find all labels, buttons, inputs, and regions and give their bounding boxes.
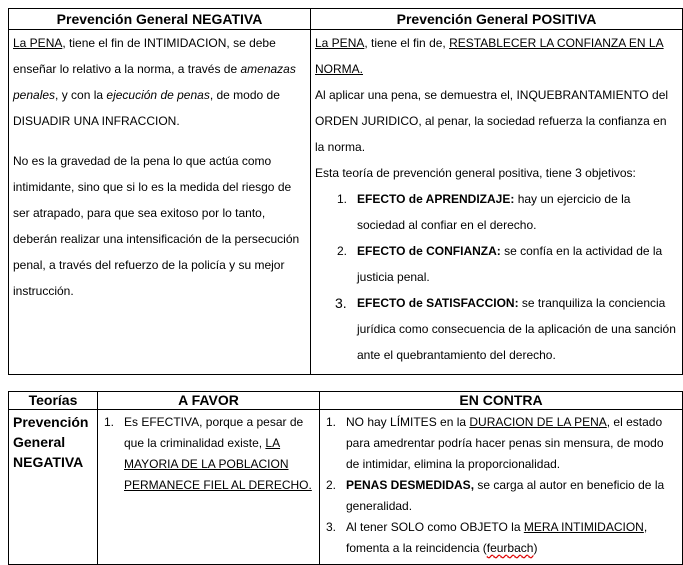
positive-cell (311, 30, 683, 375)
favor-cell (98, 410, 320, 565)
positive-paragraph-3: Esta teoría de prevención general positiva, tiene 3 objetivos: (315, 166, 636, 180)
negative-cell (9, 30, 311, 375)
negative-paragraph-2: No es la gravedad de la pena lo que actúa como intimidante, sino que si lo es la medida del riesgo de ser atrapado, para que sea exitoso por lo tanto, deberán realizar una intensificación de la persecución penal, a través del refuerzo de la policía y su mejor instrucción. (13, 154, 300, 298)
negative-header: Prevención General NEGATIVA (9, 9, 311, 30)
favor-item: 1. Es EFECTIVA, porque a pesar de que la criminalidad existe, LA MAYORIA DE LA POBLACION PERMANECE FIEL AL DERECHO. (104, 415, 312, 492)
contra-header: EN CONTRA (320, 392, 683, 410)
positive-header: Prevención General POSITIVA (311, 9, 683, 30)
negative-paragraph-1: La PENA, tiene el fin de INTIMIDACION, se debe enseñar lo relativo a la norma, a través de amenazas penales, y con la ejecución de penas, de modo de DISUADIR UNA INFRACCION. (13, 36, 296, 128)
contra-item: 1. NO hay LÍMITES en la DURACION DE LA PENA, el estado para amedrentar podría hacer penas sin mensura, de modo de intimidar, elimina la proporcionalidad. (326, 415, 664, 471)
contra-item: 2. PENAS DESMEDIDAS, se carga al autor en beneficio de la generalidad. (326, 478, 665, 513)
objective-item: 2. EFECTO de CONFIANZA: se confía en la actividad de la justicia penal. (337, 244, 663, 284)
theories-header: Teorías (9, 392, 98, 410)
favor-header: A FAVOR (98, 392, 320, 410)
theory-name: Prevención General NEGATIVA (9, 410, 98, 565)
positive-paragraph-2: Al aplicar una pena, se demuestra el, INQUEBRANTAMIENTO del ORDEN JURIDICO, al penar, la sociedad refuerza la confianza en la norma. (315, 88, 669, 154)
contra-cell (320, 410, 683, 565)
prevention-table (8, 8, 683, 375)
objective-item: 3. EFECTO de SATISFACCION: se tranquiliza la conciencia jurídica como consecuencia de la aplicación de una sanción ante el quebrantamiento del derecho. (335, 295, 676, 362)
objectives-list (315, 186, 678, 368)
contra-item: 3. Al tener SOLO como OBJETO la MERA INTIMIDACION, fomenta a la reincidencia (feurbach) (326, 520, 648, 555)
positive-paragraph-1: La PENA, tiene el fin de, RESTABLECER LA CONFIANZA EN LA NORMA. (315, 36, 664, 76)
theories-table (8, 391, 683, 565)
objective-item: 1. EFECTO de APRENDIZAJE: hay un ejercicio de la sociedad al confiar en el derecho. (337, 192, 631, 232)
